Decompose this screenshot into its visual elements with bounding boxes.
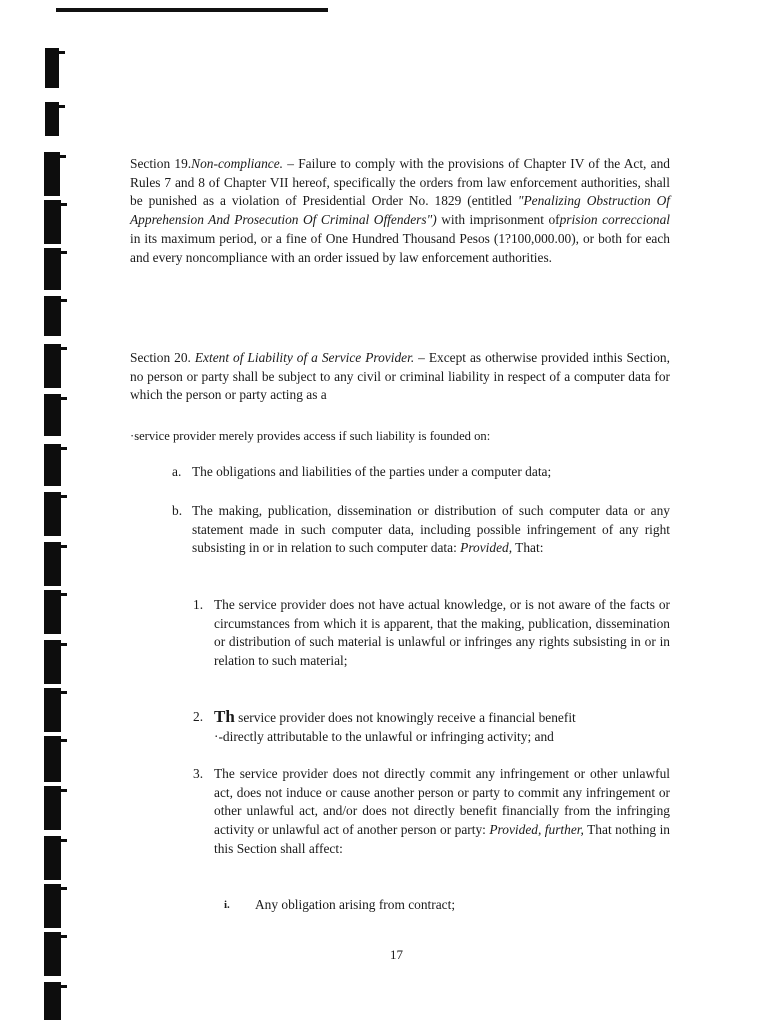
section-19-heading: Section 19. (130, 156, 192, 171)
proviso: Provided, further, (489, 822, 584, 838)
binding-hole (44, 786, 61, 830)
binding-hole (44, 200, 61, 244)
list-marker: 3. (193, 766, 204, 781)
top-rule (56, 8, 328, 12)
binding-hole (44, 982, 61, 1020)
condition-text: The service provider does not directly commit any infringement or other unlawful act, does not induce or cause another person or party to commit any infringement or other unlawful act, and/or does not directly benefit financially from the infringing activity or unlawful act of another person or party: Provided, further, That nothing in this Section shall affect: (214, 766, 670, 856)
binding-hole (44, 152, 60, 196)
section-20-heading: Section 20. (130, 350, 195, 365)
binding-hole (44, 884, 61, 928)
section-19-paragraph: Section 19.Non-compliance. – Failure to comply with the provisions of Chapter IV of the Act, and Rules 7 and 8 of Chapter VII hereof, specifically the orders from law enforcement authorities, shall be punished as a violation of Presidential Order No. 1829 (entitled "Penalizing Obstruction Of Apprehension And Prosecution Of Criminal Offenders") with imprisonment ofprision correccional in its maximum period, or a fine of One Hundred Thousand Pesos (1?100,000.00), or both for each and every noncompliance with an order issued by law enforcement authorities. (130, 156, 671, 265)
list-marker: i. (224, 899, 230, 911)
binding-hole (44, 932, 61, 976)
binding-hole (44, 688, 61, 732)
list-item-text: The obligations and liabilities of the parties under a computer data; (192, 464, 552, 479)
binding-hole (44, 836, 61, 880)
spiral-binding (40, 40, 76, 1024)
binding-hole (44, 492, 61, 536)
binding-hole (44, 444, 61, 486)
list-marker: 1. (193, 597, 204, 612)
section-20-title: Extent of Liability of a Service Provider. (194, 350, 415, 365)
sub-item-text: Any obligation arising from contract; (255, 897, 456, 912)
list-marker: b. (172, 503, 183, 518)
binding-hole (44, 394, 61, 436)
binding-hole (44, 736, 61, 782)
penalty-term: prision correccional (559, 212, 671, 228)
binding-hole (44, 640, 61, 684)
proviso: Provided, (460, 540, 513, 556)
binding-hole (45, 102, 59, 136)
list-marker: 2. (193, 709, 204, 724)
list-marker: a. (172, 464, 182, 479)
section-20-paragraph: Section 20. Extent of Liability of a Service Provider. – Except as otherwise provided inthis Section, no person or party shall be subject to any civil or criminal liability in respect of a computer data for which the person or party acting as a (130, 350, 670, 403)
binding-hole (44, 542, 61, 586)
quoted-law-title: "Penalizing Obstruction Of Apprehension And Prosecution Of Criminal Offenders") (130, 193, 671, 228)
binding-hole (44, 296, 61, 336)
enlarged-text: Th (214, 707, 235, 726)
section-20-continuation: ·service provider merely provides access if such liability is founded on: (130, 429, 491, 443)
list-item-text: The making, publication, dissemination or distribution of such computer data or any statement made in such computer data, including possible infringement of any right subsisting in or in relation to such computer data: Provided, That: (192, 503, 670, 556)
condition-text: The service provider does not have actual knowledge, or is not aware of the facts or circumstances from which it is apparent, that the making, publication, dissemination or distribution of such material is unlawful or infringes any rights subsisting in or in relation to such material; (214, 597, 670, 669)
condition-text: Th service provider does not knowingly receive a financial benefit ·-directly attributable to the unlawful or infringing activity; and (214, 707, 576, 744)
binding-hole (45, 48, 59, 88)
binding-hole (44, 344, 61, 388)
page-number: 17 (390, 947, 403, 962)
binding-hole (44, 248, 61, 290)
binding-hole (44, 590, 61, 634)
section-19-title: Non-compliance. (191, 156, 284, 171)
